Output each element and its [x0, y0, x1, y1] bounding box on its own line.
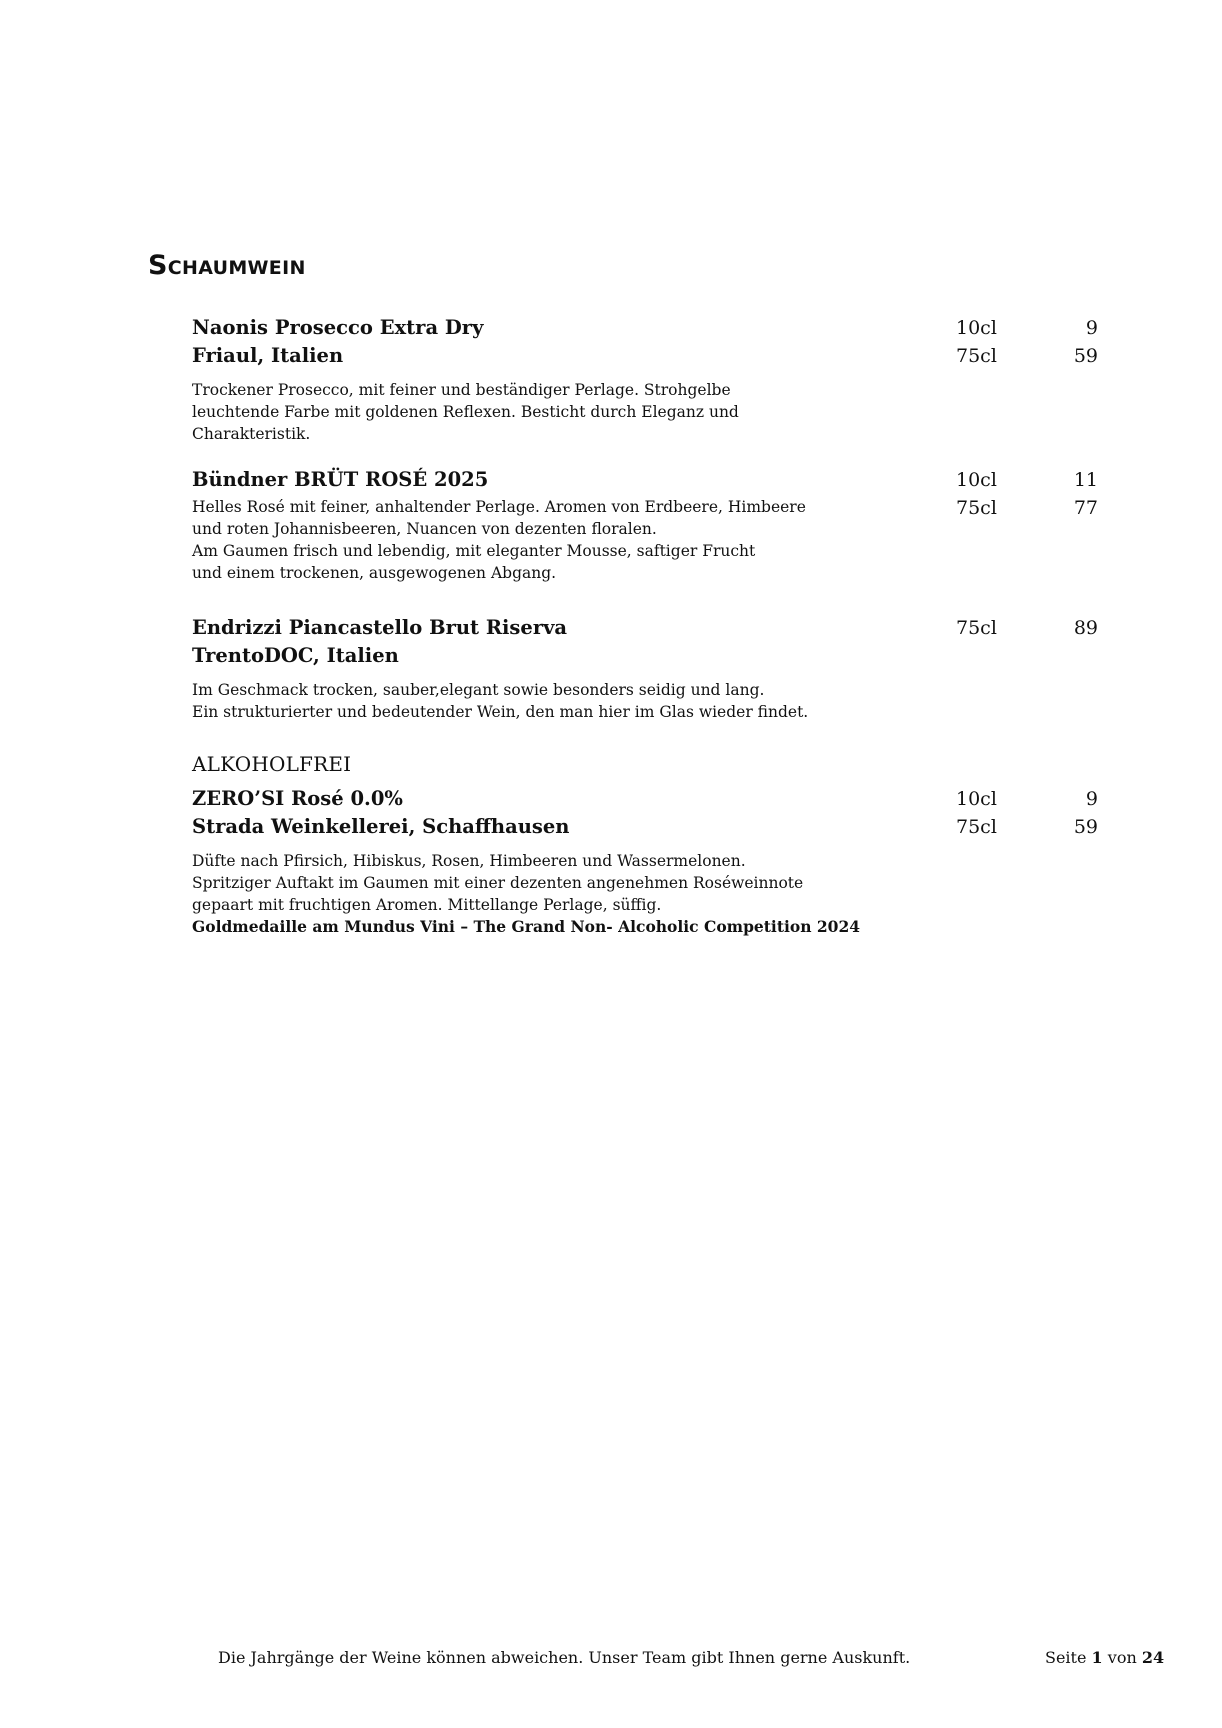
- page-current: 1: [1091, 1648, 1103, 1667]
- price-volume: 10cl: [956, 788, 997, 810]
- section-title: Schaumwein: [148, 250, 306, 281]
- wine-description: [192, 496, 1098, 584]
- award-line: Goldmedaille am Mundus Vini – The Grand Non- Alcoholic Competition 2024: [192, 917, 861, 936]
- price-value: 77: [1073, 497, 1098, 519]
- wine-entry-naonis: [192, 314, 1098, 445]
- description-line: Ein strukturierter und bedeutender Wein, den man hier im Glas wieder findet.: [192, 703, 809, 721]
- wine-name-line: [192, 785, 1098, 813]
- price-volume: 10cl: [956, 469, 997, 491]
- price-volume: 75cl: [956, 617, 997, 639]
- description-line: Am Gaumen frisch und lebendig, mit eleganter Mousse, saftiger Frucht: [192, 542, 756, 560]
- wine-origin-line: [192, 342, 1098, 370]
- wine-name: ZERO’SI Rosé 0.0%: [192, 787, 403, 810]
- description-text: Helles Rosé mit feiner, anhaltender Perlage. Aromen von Erdbeere, Himbeere: [192, 498, 806, 516]
- wine-name-line: [192, 614, 1098, 642]
- description-line: Im Geschmack trocken, sauber,elegant sowie besonders seidig und lang.: [192, 681, 765, 699]
- wine-origin-line: [192, 813, 1098, 841]
- price-value: 89: [1073, 617, 1098, 639]
- wine-name-line: [192, 314, 1098, 342]
- subheading-alkoholfrei: ALKOHOLFREI: [192, 752, 352, 776]
- wine-entry-zerosi: [192, 785, 1098, 938]
- wine-entry-endrizzi: [192, 614, 1098, 723]
- description-line: gepaart mit fruchtigen Aromen. Mittellange Perlage, süffig.: [192, 896, 662, 914]
- price-volume: 10cl: [956, 317, 997, 339]
- page-sep: von: [1107, 1648, 1137, 1667]
- price-volume: 75cl: [956, 345, 997, 367]
- wine-origin: Strada Weinkellerei, Schaffhausen: [192, 815, 570, 838]
- description-line: [192, 496, 1098, 519]
- wine-name: Endrizzi Piancastello Brut Riserva: [192, 616, 568, 639]
- description-line: Trockener Prosecco, mit feiner und beständiger Perlage. Strohgelbe: [192, 381, 731, 399]
- wine-origin: Friaul, Italien: [192, 344, 344, 367]
- price-value: 59: [1073, 816, 1098, 838]
- price-value: 59: [1073, 345, 1098, 367]
- page-prefix: Seite: [1045, 1648, 1087, 1667]
- price-volume: 75cl: [956, 497, 997, 519]
- wine-name: Naonis Prosecco Extra Dry: [192, 316, 484, 339]
- price-volume: 75cl: [956, 816, 997, 838]
- description-line: Charakteristik.: [192, 425, 311, 443]
- description-line: leuchtende Farbe mit goldenen Reflexen. Besticht durch Eleganz und: [192, 403, 739, 421]
- wine-description: [192, 679, 1092, 723]
- description-line: und roten Johannisbeeren, Nuancen von dezenten floralen.: [192, 520, 657, 538]
- description-line: und einem trockenen, ausgewogenen Abgang.: [192, 564, 557, 582]
- price-value: 11: [1073, 469, 1098, 491]
- wine-name: Bündner BRÜT ROSÉ 2025: [192, 468, 489, 491]
- wine-name-line: [192, 466, 1098, 494]
- wine-origin: TrentoDOC, Italien: [192, 644, 399, 667]
- wine-description: [192, 850, 1092, 938]
- price-value: 9: [1085, 788, 1098, 810]
- wine-entry-buendner: [192, 466, 1098, 584]
- footer-note: Die Jahrgänge der Weine können abweichen. Unser Team gibt Ihnen gerne Auskunft.: [218, 1648, 911, 1667]
- wine-origin-line: [192, 642, 1092, 670]
- price-value: 9: [1085, 317, 1098, 339]
- description-line: Spritziger Auftakt im Gaumen mit einer dezenten angenehmen Roséweinnote: [192, 874, 804, 892]
- page-total: 24: [1141, 1648, 1165, 1667]
- wine-description: [192, 379, 1092, 445]
- description-line: Düfte nach Pfirsich, Hibiskus, Rosen, Himbeeren und Wassermelonen.: [192, 852, 746, 870]
- page-number: [1045, 1648, 1164, 1667]
